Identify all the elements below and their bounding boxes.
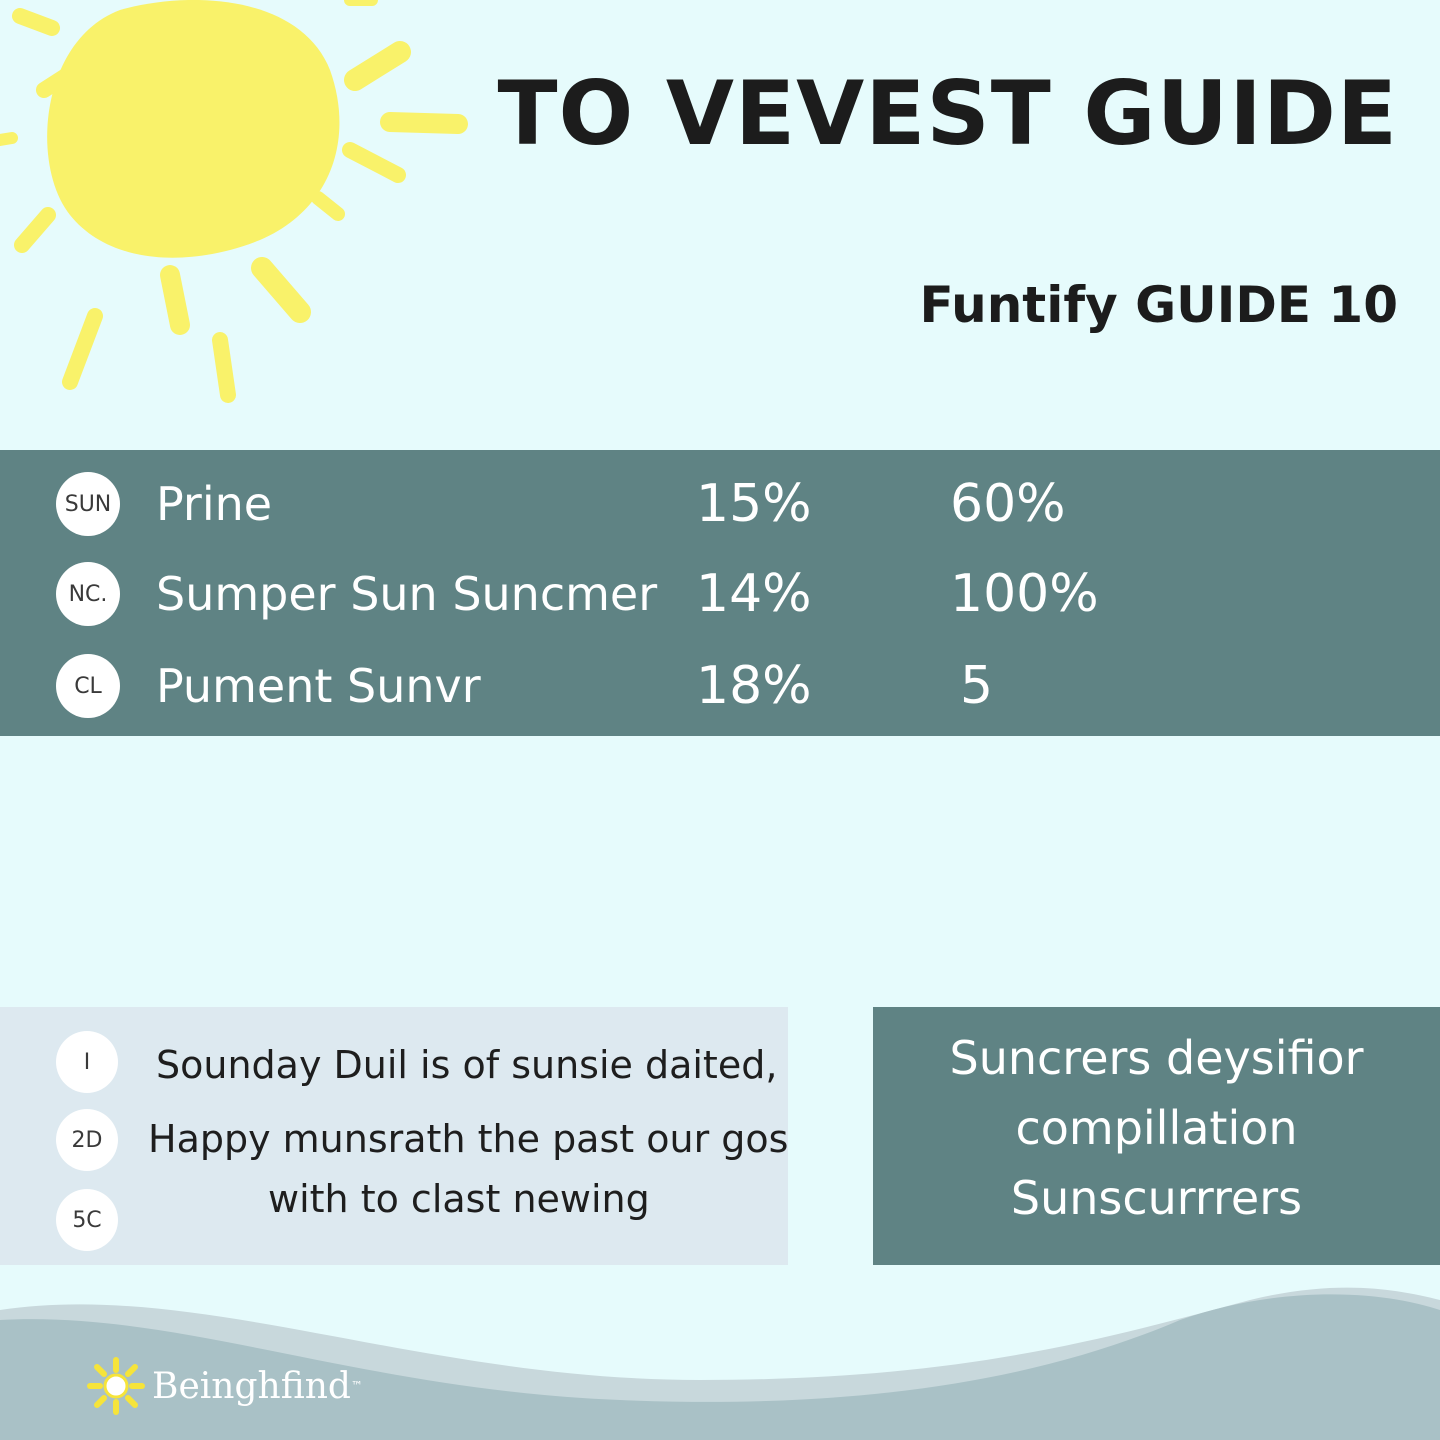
sun-illustration [0, 0, 480, 420]
page-title: TO VEVEST GUIDE [497, 62, 1398, 165]
sun-logo-icon [86, 1356, 146, 1416]
brand-logo [86, 1356, 363, 1416]
brand-name: Beinghfind [152, 1365, 351, 1407]
row-name: Prine [156, 477, 273, 531]
row-badge: NC. [56, 562, 120, 626]
brand-trademark: ™ [350, 1379, 363, 1393]
note-line: Sounday Duil is of sunsie daited, [156, 1043, 778, 1087]
note-line: with to clast newing [268, 1177, 650, 1221]
note-badge: I [56, 1031, 118, 1093]
callout-line: compillation [1015, 1101, 1298, 1155]
row-value-2: 60% [950, 474, 1066, 534]
table-row [0, 554, 1440, 634]
table-row [0, 646, 1440, 726]
data-table [0, 450, 1440, 736]
row-value-2: 5 [960, 656, 994, 716]
row-name: Pument Sunvr [156, 659, 481, 713]
row-badge: SUN [56, 472, 120, 536]
note-badge: 2D [56, 1109, 118, 1171]
row-badge: CL [56, 654, 120, 718]
page-subtitle: Funtify GUIDE 10 [919, 276, 1398, 334]
callout-panel [873, 1007, 1440, 1265]
row-value-2: 100% [950, 564, 1099, 624]
row-value-1: 14% [696, 564, 812, 624]
row-value-1: 18% [696, 656, 812, 716]
notes-panel [0, 1007, 788, 1265]
row-value-1: 15% [696, 474, 812, 534]
callout-line: Sunscurrrers [1010, 1171, 1303, 1225]
table-row [0, 464, 1440, 544]
note-line: Happy munsrath the past our gos [148, 1117, 789, 1161]
row-name: Sumper Sun Suncmer [156, 567, 658, 621]
callout-line: Suncrers deysifior [949, 1031, 1364, 1085]
note-badge: 5C [56, 1189, 118, 1251]
